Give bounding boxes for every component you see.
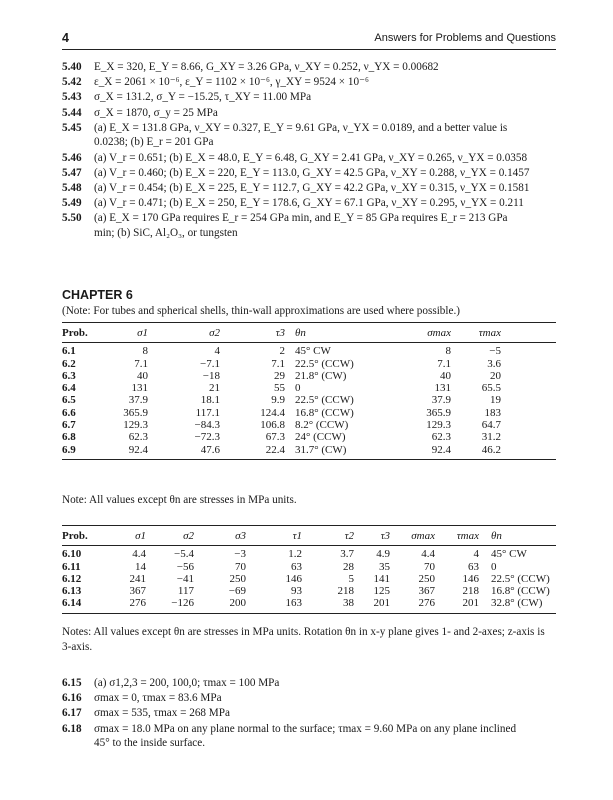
table-row: [62, 370, 556, 382]
header-rule: [62, 49, 556, 50]
table-cell: 141: [373, 572, 390, 585]
table-cell: 129.3: [426, 419, 451, 432]
answer-number: 5.49: [62, 197, 82, 210]
answer-text: (a) E_X = 131.8 GPa, ν_XY = 0.327, E_Y = 9.61 GPa, ν_YX = 0.0189, and a better value is: [94, 121, 508, 134]
table-cell: −5.4: [174, 548, 194, 561]
table-cell: 6.6: [62, 406, 76, 419]
table-cell: 6.12: [62, 572, 82, 585]
table-cell: 22.5° (CCW): [295, 357, 354, 370]
answer-number: 5.40: [62, 61, 82, 73]
answer-text: σ_X = 131.2, σ_Y = −15.25, τ_XY = 11.00 MPa: [94, 91, 312, 104]
table-cell: 4.4: [132, 548, 146, 561]
table-cell: 146: [462, 572, 479, 585]
table-cell: −3: [234, 548, 246, 561]
table-cell: 3.7: [340, 548, 354, 561]
table-cell: 6.3: [62, 369, 76, 382]
answer-text: (a) E_X = 170 GPa requires E_r = 254 GPa min, and E_Y = 85 GPa requires E_r = 213 GPa: [94, 212, 508, 225]
table-cell: 6.9: [62, 444, 106, 460]
column-header: σ1: [106, 526, 146, 546]
table-cell: 218: [337, 585, 354, 598]
table-cell: 201: [354, 597, 390, 613]
table-cell: 183: [484, 406, 501, 419]
table-cell: 7.1: [134, 357, 148, 370]
table-cell: 146: [285, 572, 302, 585]
table-cell: 6.13: [62, 585, 82, 598]
answer-text: ε_X = 2061 × 10⁻⁶, ε_Y = 1102 × 10⁻⁶, γ_XY = 9524 × 10⁻⁶: [94, 76, 369, 89]
table-cell: 218: [462, 585, 479, 598]
table-row: [62, 394, 556, 406]
column-header: σ2: [146, 526, 194, 546]
table-row: [62, 407, 556, 419]
column-header: σ3: [194, 526, 246, 546]
table-row: [62, 343, 556, 358]
answer-number: 5.42: [62, 76, 82, 89]
table-cell: 92.4: [395, 444, 451, 460]
answer-text: (a) V_r = 0.454; (b) E_X = 225, E_Y = 112.7, G_XY = 42.2 GPa, ν_XY = 0.315, ν_YX = 0.1581: [94, 181, 530, 194]
table-cell: 6.1: [62, 345, 76, 358]
answer-item: [62, 106, 556, 121]
table-row: [62, 546, 556, 561]
table-cell: −126: [146, 597, 194, 613]
table-cell: 93: [291, 585, 302, 598]
table-cell: 21.8° (CW): [295, 369, 347, 382]
column-header: σ2: [148, 323, 220, 343]
column-header: τ3: [220, 323, 285, 343]
table-cell: 19: [490, 394, 501, 407]
table-row: [62, 419, 556, 431]
table-cell: 21: [209, 382, 220, 395]
table-cell: 9.9: [271, 394, 285, 407]
column-header: Prob.: [62, 526, 106, 546]
table-cell: 45° CW: [491, 548, 527, 561]
answer-number: 5.46: [62, 151, 82, 164]
table-cell: 6.5: [62, 394, 76, 407]
answer-text: (a) V_r = 0.651; (b) E_X = 48.0, E_Y = 6.48, G_XY = 2.41 GPa, ν_XY = 0.265, ν_YX = 0.0358: [94, 151, 528, 164]
answer-text-continuation: min; (b) SiC, Al₂O₃, or tungsten: [94, 226, 238, 239]
answer-number: 5.48: [62, 181, 82, 194]
answer-number: 5.44: [62, 106, 82, 119]
table-cell: 367: [129, 585, 146, 598]
table-cell: 18.1: [200, 394, 220, 407]
table-cell: 4.9: [376, 548, 390, 561]
table-cell: 20: [490, 369, 501, 382]
answer-item: [62, 706, 556, 721]
table-cell: −69: [228, 585, 246, 598]
table-cell: −18: [202, 369, 220, 382]
table-cell: 16.8° (CCW): [295, 406, 354, 419]
answer-number: 5.50: [62, 212, 82, 225]
column-header: σmax: [395, 323, 451, 343]
table-cell: 4: [473, 548, 479, 561]
table-cell: 365.9: [426, 406, 451, 419]
table-row: [62, 431, 556, 443]
table-cell: 28: [343, 560, 354, 573]
table-cell: 8: [445, 345, 451, 358]
table-cell: −7.1: [200, 357, 220, 370]
answer-item: [62, 75, 556, 90]
chapter-note: (Note: For tubes and spherical shells, thin-wall approximations are used where possible.): [62, 305, 460, 317]
column-header: Prob.: [62, 323, 106, 343]
table-cell: 16.8° (CCW): [491, 585, 550, 598]
table-row: [62, 561, 556, 573]
table-cell: 8.2° (CCW): [295, 419, 349, 432]
table-cell: 6.14: [62, 597, 106, 613]
column-header: σ1: [106, 323, 148, 343]
table-cell: 14: [135, 560, 146, 573]
column-header: τ1: [246, 526, 302, 546]
table-cell: 0: [295, 382, 301, 395]
table-cell: 131: [434, 382, 451, 395]
table-cell: 125: [373, 585, 390, 598]
table-cell: 129.3: [123, 419, 148, 432]
answer-text-continuation: 0.0238; (b) E_r = 201 GPa: [94, 136, 214, 149]
table-cell: 35: [379, 560, 390, 573]
answers-list-chapter-5: [62, 60, 556, 241]
table-cell: 6.10: [62, 548, 82, 561]
table-cell: −41: [176, 572, 194, 585]
table-cell: 45° CW: [295, 345, 331, 358]
answer-item: [62, 151, 556, 166]
table-cell: 4: [214, 345, 220, 358]
table-cell: 6.11: [62, 560, 81, 573]
table-cell: 63: [468, 560, 479, 573]
stress-table-1: [62, 322, 556, 460]
table-row: [62, 358, 556, 370]
column-header: θn: [491, 526, 556, 546]
table-cell: 55: [274, 382, 285, 395]
table-cell: 31.7° (CW): [295, 444, 395, 460]
table-cell: 106.8: [260, 419, 285, 432]
table-cell: 0: [491, 560, 497, 573]
table-cell: 200: [194, 597, 246, 613]
table-cell: 70: [235, 560, 246, 573]
table-cell: 24° (CCW): [295, 431, 346, 444]
table-2-note: Notes: All values except θn are stresses in MPa units. Rotation θn in x-y plane gives 1- and 2-axes; z-axis is 3-axis.: [62, 626, 545, 653]
table-cell: −56: [176, 560, 194, 573]
table-cell: 6.8: [62, 431, 76, 444]
table-cell: 22.5° (CCW): [491, 572, 550, 585]
table-cell: 367: [418, 585, 435, 598]
answer-item: [62, 211, 556, 240]
column-header: σmax: [390, 526, 435, 546]
answer-text: σmax = 18.0 MPa on any plane normal to the surface; τmax = 9.60 MPa on any plane inclined: [94, 722, 517, 735]
answer-item: [62, 691, 556, 706]
answer-number: 5.43: [62, 91, 82, 104]
table-cell: 117: [177, 585, 194, 598]
table-cell: 2: [279, 345, 285, 358]
table-cell: 40: [137, 369, 148, 382]
answer-number: 6.18: [62, 722, 82, 735]
table-row: [62, 573, 556, 585]
table-cell: 92.4: [106, 444, 148, 460]
table-cell: 117.1: [195, 406, 220, 419]
table-cell: 38: [302, 597, 354, 613]
answer-text: (a) V_r = 0.460; (b) E_X = 220, E_Y = 113.0, G_XY = 42.5 GPa, ν_XY = 0.288, ν_YX = 0.1457: [94, 166, 530, 179]
page-number: 4: [62, 31, 69, 45]
table-cell: 4.4: [421, 548, 435, 561]
table-cell: 6.4: [62, 382, 76, 395]
table-cell: 62.3: [431, 431, 451, 444]
answer-item: [62, 722, 556, 751]
answer-text: σmax = 0, τmax = 83.6 MPa: [94, 692, 222, 705]
table-cell: 65.5: [481, 382, 501, 395]
table-row: [62, 444, 556, 460]
table-cell: 241: [129, 572, 146, 585]
answer-text: (a) σ1,2,3 = 200, 100,0; τmax = 100 MPa: [94, 677, 280, 689]
answer-text: σmax = 535, τmax = 268 MPa: [94, 707, 230, 720]
table-cell: 47.6: [148, 444, 220, 460]
answer-text: E_X = 320, E_Y = 8.66, G_XY = 3.26 GPa, ν_XY = 0.252, ν_YX = 0.00682: [94, 61, 439, 73]
table-cell: 63: [291, 560, 302, 573]
table-cell: 70: [424, 560, 435, 573]
running-title: Answers for Problems and Questions: [374, 32, 556, 44]
table-row: [62, 585, 556, 597]
table-cell: 365.9: [123, 406, 148, 419]
table-cell: 37.9: [128, 394, 148, 407]
table-cell: 8: [142, 345, 148, 358]
table-1-note: Note: All values except θn are stresses in MPa units.: [62, 494, 297, 506]
table-cell: 32.8° (CW): [491, 597, 556, 613]
answer-item: [62, 60, 556, 75]
column-header: τ3: [354, 526, 390, 546]
table-cell: −5: [489, 345, 501, 358]
answer-item: [62, 166, 556, 181]
table-cell: 276: [390, 597, 435, 613]
table-cell: 1.2: [288, 548, 302, 561]
answer-number: 6.15: [62, 677, 82, 689]
answer-number: 6.17: [62, 707, 82, 720]
table-cell: 22.4: [220, 444, 285, 460]
table-cell: 40: [440, 369, 451, 382]
column-header: τ2: [302, 526, 354, 546]
table-row: [62, 382, 556, 394]
answer-number: 5.45: [62, 121, 82, 134]
table-cell: 3.6: [487, 357, 501, 370]
answer-text-continuation: 45° to the inside surface.: [94, 737, 206, 750]
table-cell: 6.7: [62, 419, 76, 432]
table-cell: 37.9: [431, 394, 451, 407]
answer-text: σ_X = 1870, σ_y = 25 MPa: [94, 106, 218, 119]
column-header: τmax: [435, 526, 479, 546]
column-header: θn: [295, 323, 395, 343]
table-cell: −84.3: [194, 419, 220, 432]
answer-text: (a) V_r = 0.471; (b) E_X = 250, E_Y = 178.6, G_XY = 67.1 GPa, ν_XY = 0.295, ν_YX = 0.211: [94, 197, 524, 210]
table-cell: 6.2: [62, 357, 76, 370]
answer-item: [62, 121, 556, 150]
table-cell: 7.1: [271, 357, 285, 370]
table-cell: 64.7: [481, 419, 501, 432]
page-header: [62, 31, 556, 45]
table-cell: 29: [274, 369, 285, 382]
table-cell: 201: [435, 597, 479, 613]
table-cell: 22.5° (CCW): [295, 394, 354, 407]
table-cell: 276: [106, 597, 146, 613]
table-row: [62, 597, 556, 613]
answer-number: 6.16: [62, 692, 82, 705]
stress-table-2: [62, 525, 556, 614]
table-cell: 31.2: [481, 431, 501, 444]
table-cell: 124.4: [260, 406, 285, 419]
table-cell: −72.3: [194, 431, 220, 444]
answers-list-chapter-6: [62, 676, 556, 751]
table-cell: 5: [348, 572, 354, 585]
table-cell: 46.2: [451, 444, 501, 460]
answer-item: [62, 196, 556, 211]
table-cell: 62.3: [128, 431, 148, 444]
table-cell: 67.3: [265, 431, 285, 444]
table-cell: 131: [131, 382, 148, 395]
answer-item: [62, 181, 556, 196]
answer-item: [62, 90, 556, 105]
table-cell: 250: [418, 572, 435, 585]
answer-item: [62, 676, 556, 691]
table-cell: 163: [246, 597, 302, 613]
chapter-heading: CHAPTER 6: [62, 288, 133, 302]
answer-number: 5.47: [62, 166, 82, 179]
column-header: τmax: [451, 323, 501, 343]
table-cell: 250: [229, 572, 246, 585]
table-cell: 7.1: [437, 357, 451, 370]
